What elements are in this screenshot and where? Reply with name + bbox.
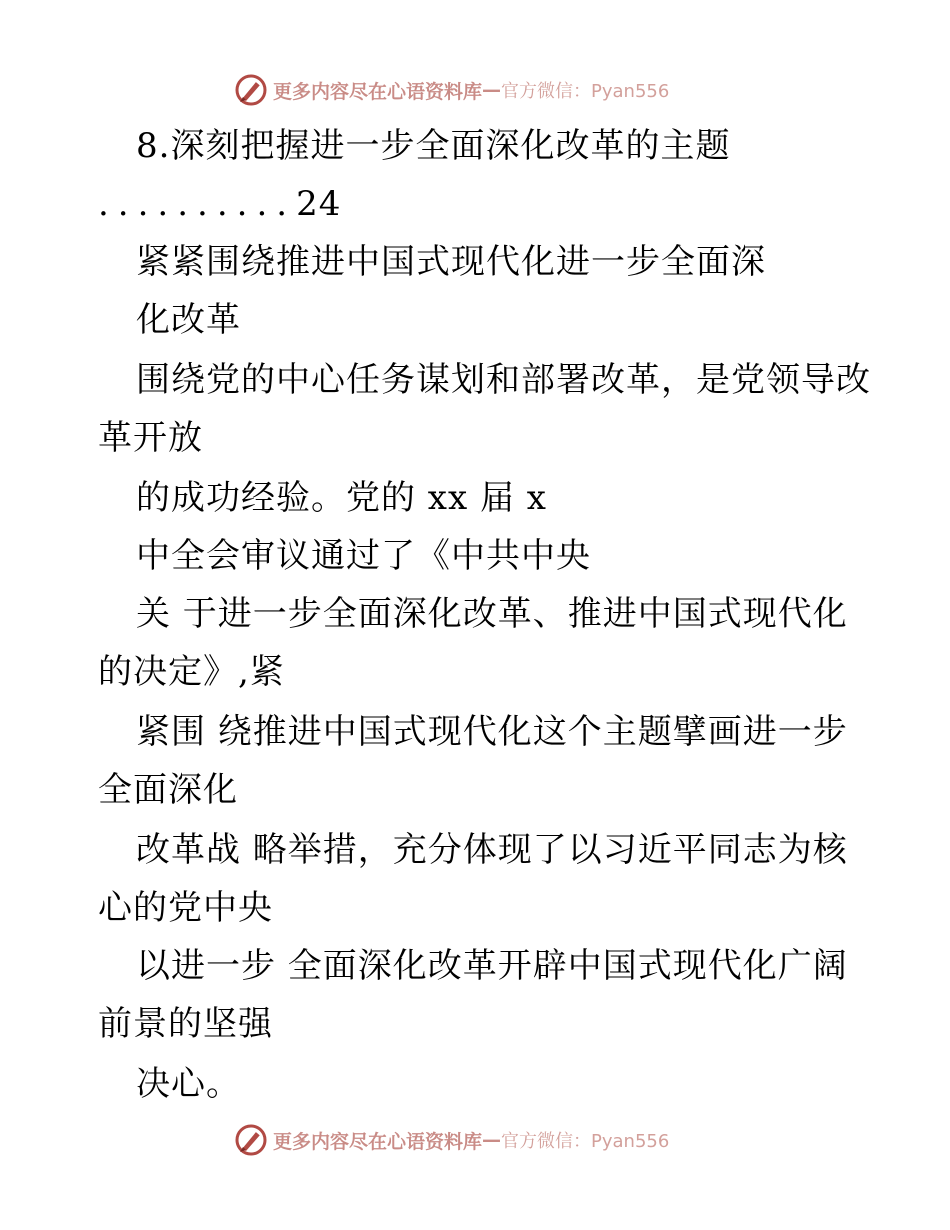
body-line: 中全会审议通过了《中共中央 <box>136 536 591 576</box>
body-line: 围绕党的中心任务谋划和部署改革，是党领导改 <box>136 360 871 400</box>
body-line: 全面深化 <box>98 770 238 810</box>
toc-entry-title: 8.深刻把握进一步全面深化改革的主题 <box>136 126 731 166</box>
toc-page-number: 24 <box>296 184 342 224</box>
banner-dash: — <box>482 79 502 101</box>
pen-circle-logo-icon <box>234 73 268 107</box>
body-line: 的决定》,紧 <box>98 652 285 692</box>
header-banner <box>234 72 669 108</box>
body-line: 紧紧围绕推进中国式现代化进一步全面深 <box>136 242 766 282</box>
body-line: 决心。 <box>136 1064 241 1104</box>
footer-banner <box>234 1122 669 1158</box>
toc-leader-dots: .......... <box>98 184 297 224</box>
banner-wechat-text: 官方微信：Pyan556 <box>501 1131 670 1152</box>
body-line: 化改革 <box>136 300 241 340</box>
banner-wechat-text: 官方微信：Pyan556 <box>501 81 670 102</box>
body-line: 改革战 略举措，充分体现了以习近平同志为核 <box>136 830 848 870</box>
body-line: 革开放 <box>98 418 203 458</box>
body-line: 关 于进一步全面深化改革、推进中国式现代化 <box>136 594 848 634</box>
body-line: 以进一步 全面深化改革开辟中国式现代化广阔 <box>136 946 848 986</box>
banner-brand-text: 更多内容尽在心语资料库 <box>273 1130 483 1153</box>
banner-dash: — <box>482 1129 502 1151</box>
banner-brand-text: 更多内容尽在心语资料库 <box>273 80 483 103</box>
body-line: 心的党中央 <box>98 888 273 928</box>
body-line: 紧围 绕推进中国式现代化这个主题擘画进一步 <box>136 712 848 752</box>
body-line: 的成功经验。党的 xx 届 x <box>136 478 547 518</box>
pen-circle-logo-icon <box>234 1123 268 1157</box>
body-line: 前景的坚强 <box>98 1004 273 1044</box>
toc-entry-leader-row <box>98 184 341 224</box>
